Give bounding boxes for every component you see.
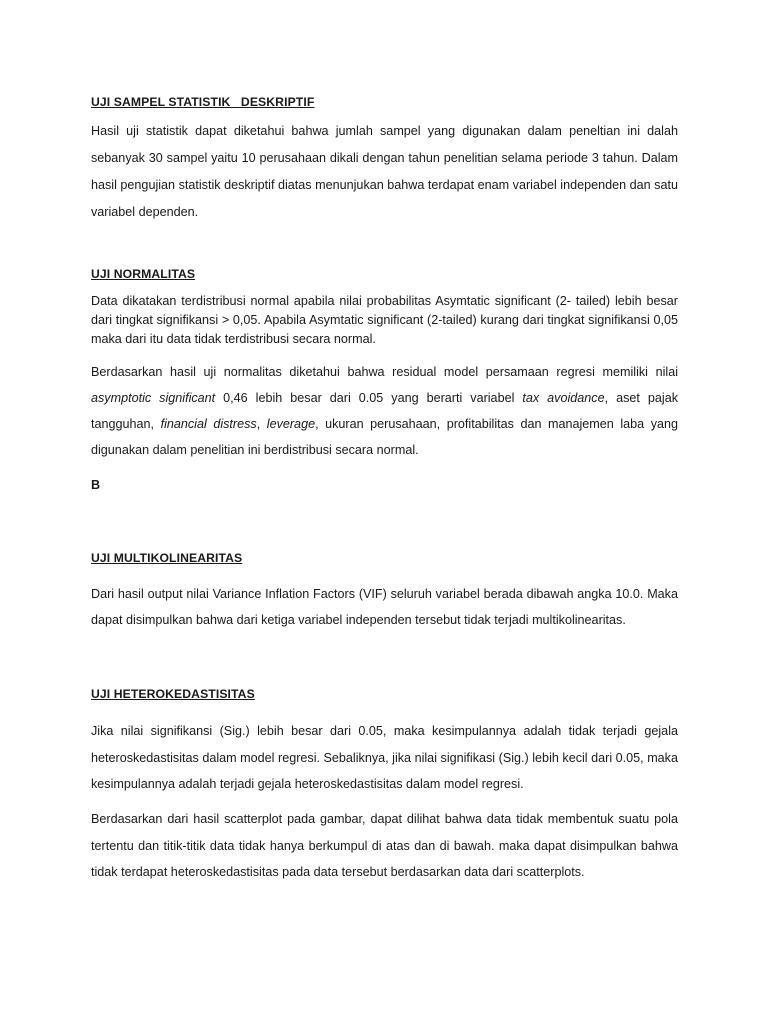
text-run: , ukuran perusahaan, profitabilitas dan manajemen laba yang digunakan dalam penelitian ini berdistribusi secara normal. (91, 417, 679, 457)
heading-uji-multikolinearitas: UJI MULTIKOLINEARITAS (91, 551, 243, 565)
paragraph-heterokedastisitas-result: Berdasarkan dari hasil scatterplot pada gambar, dapat dilihat bahwa data tidak membentuk suatu pola tertentu dan titik-titik data tidak hanya berkumpul di atas dan di bawah. maka dapat disimpulkan bahwa tidak terdapat heteroskedastisitas pada data tersebut berdasarkan data dari scatterplots. (91, 812, 678, 879)
text-run: , (256, 417, 267, 431)
italic-term-leverage: leverage (266, 417, 316, 431)
text-run: , aset pajak tangguhan, (91, 391, 678, 431)
paragraph-multikolinearitas: Dari hasil output nilai Variance Inflation Factors (VIF) seluruh variabel berada dibawah angka 10.0. Maka dapat disimpulkan bahwa dari ketiga variabel independen tersebut tidak terjadi multikolinearitas. (91, 587, 678, 627)
heading-uji-sampel-statistik: UJI SAMPEL STATISTIK DESKRIPTIF (91, 95, 315, 109)
paragraph-normalitas-definition: Data dikatakan terdistribusi normal apabila nilai probabilitas Asymtatic significant (2- tailed) lebih besar dari tingkat signifikansi > 0,05. Apabila Asymtatic significant (2-tailed) kurang dari tingkat signifikansi 0,05 maka dari itu data tidak terdistribusi secara normal. (91, 294, 678, 346)
text-run: Berdasarkan hasil uji normalitas diketahui bahwa residual model persamaan regresi memiliki nilai (91, 365, 678, 379)
italic-term-tax-avoidance: tax avoidance (522, 391, 605, 405)
stray-letter: B (91, 478, 101, 492)
paragraph-normalitas-result (91, 359, 678, 463)
italic-term-financial-distress: financial distress (160, 417, 257, 431)
text-run: 0,46 lebih besar dari 0.05 yang berarti variabel (215, 391, 523, 405)
heading-uji-heterokedastisitas: UJI HETEROKEDASTISITAS (91, 687, 255, 701)
paragraph-heterokedastisitas-definition: Jika nilai signifikansi (Sig.) lebih besar dari 0.05, maka kesimpulannya adalah tidak terjadi gejala heteroskedastisitas dalam model regresi. Sebaliknya, jika nilai signifikasi (Sig.) lebih kecil dari 0.05, maka kesimpulannya adalah terjadi gejala heteroskedastisitas dalam model regresi. (91, 724, 678, 791)
paragraph-sampel-statistik: Hasil uji statistik dapat diketahui bahwa jumlah sampel yang digunakan dalam peneltian ini dalah sebanyak 30 sampel yaitu 10 perusahaan dikali dengan tahun penelitian selama periode 3 tahun. Dalam hasil pengujian statistik deskriptif diatas menunjukan bahwa terdapat enam variabel independen dan satu variabel dependen. (91, 124, 678, 219)
italic-term-asymptotic-significant: asymptotic significant (91, 391, 216, 405)
heading-uji-normalitas: UJI NORMALITAS (91, 267, 196, 281)
